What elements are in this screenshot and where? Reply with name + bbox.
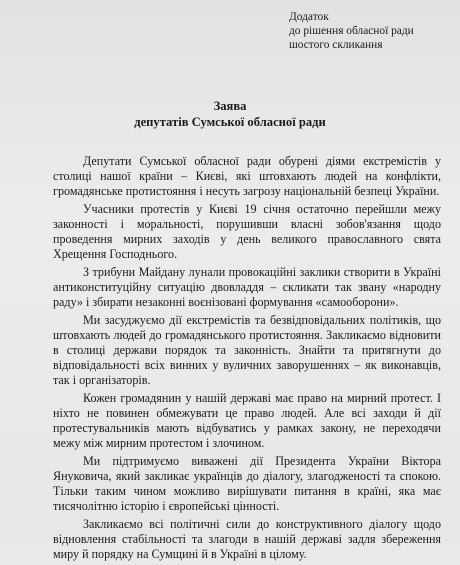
paragraph-7: Закликаємо всі політичні сили до конструктивного діалогу щодо відновлення стабільності та злагоди в нашій державі задля збереження миру й порядку на Сумщині й в Україні в цілому. xyxy=(53,517,441,561)
annex-note xyxy=(289,10,459,52)
paragraph-2: Учасники протестів у Києві 19 січня остаточно перейшли межу законності і моральності, порушивши власні зобов'язання щодо проведення мирних заходів у день великого православного свята Хрещення Господнього. xyxy=(53,202,441,261)
document-heading xyxy=(0,98,460,130)
annex-line-1: Додаток xyxy=(289,11,329,23)
document-title: Заява xyxy=(213,99,247,113)
paragraph-1: Депутати Сумської обласної ради обурені діями екстремістів у столиці нашої країни – Києві, які штовхають людей на конфлікти, громадянське протистояння і несуть загрозу національній безпеці України. xyxy=(53,154,441,198)
paragraph-6: Ми підтримуємо виважені дії Президента України Віктора Януковича, який закликає українців до діалогу, злагодженості та спокою. Тільки таким чином можливо вирішувати питання в країні, яка має тисячолітню історію і європейські цінності. xyxy=(53,454,441,513)
document-subtitle: депутатів Сумської обласної ради xyxy=(134,115,326,129)
paragraph-5: Кожен громадянин у нашій державі має право на мирний протест. І ніхто не повинен обмежувати це право людей. Але всі заходи й дії протестувальників мають відбуватись у рамках закону, не переходячи межу між мирним протестом і злочином. xyxy=(53,391,441,450)
annex-line-2: до рішення обласної ради xyxy=(289,25,414,37)
annex-line-3: шостого скликання xyxy=(289,39,383,51)
paragraph-3: З трибуни Майдану лунали провокаційні заклики створити в Україні антиконституційну ситуацію двовладдя – скликати так звану «народну раду» і збирати незаконні воєнізовані формування «самооборони». xyxy=(53,265,441,309)
document-body xyxy=(53,154,441,565)
paragraph-4: Ми засуджуємо дії екстремістів та безвідповідальних політиків, що штовхають людей до громадянського протистояння. Закликаємо відновити в столиці держави порядок та законність. Знайти та притягнути до відповідальності всіх винних у вуличних заворушеннях – як виконавців, так і організаторів. xyxy=(53,313,441,387)
